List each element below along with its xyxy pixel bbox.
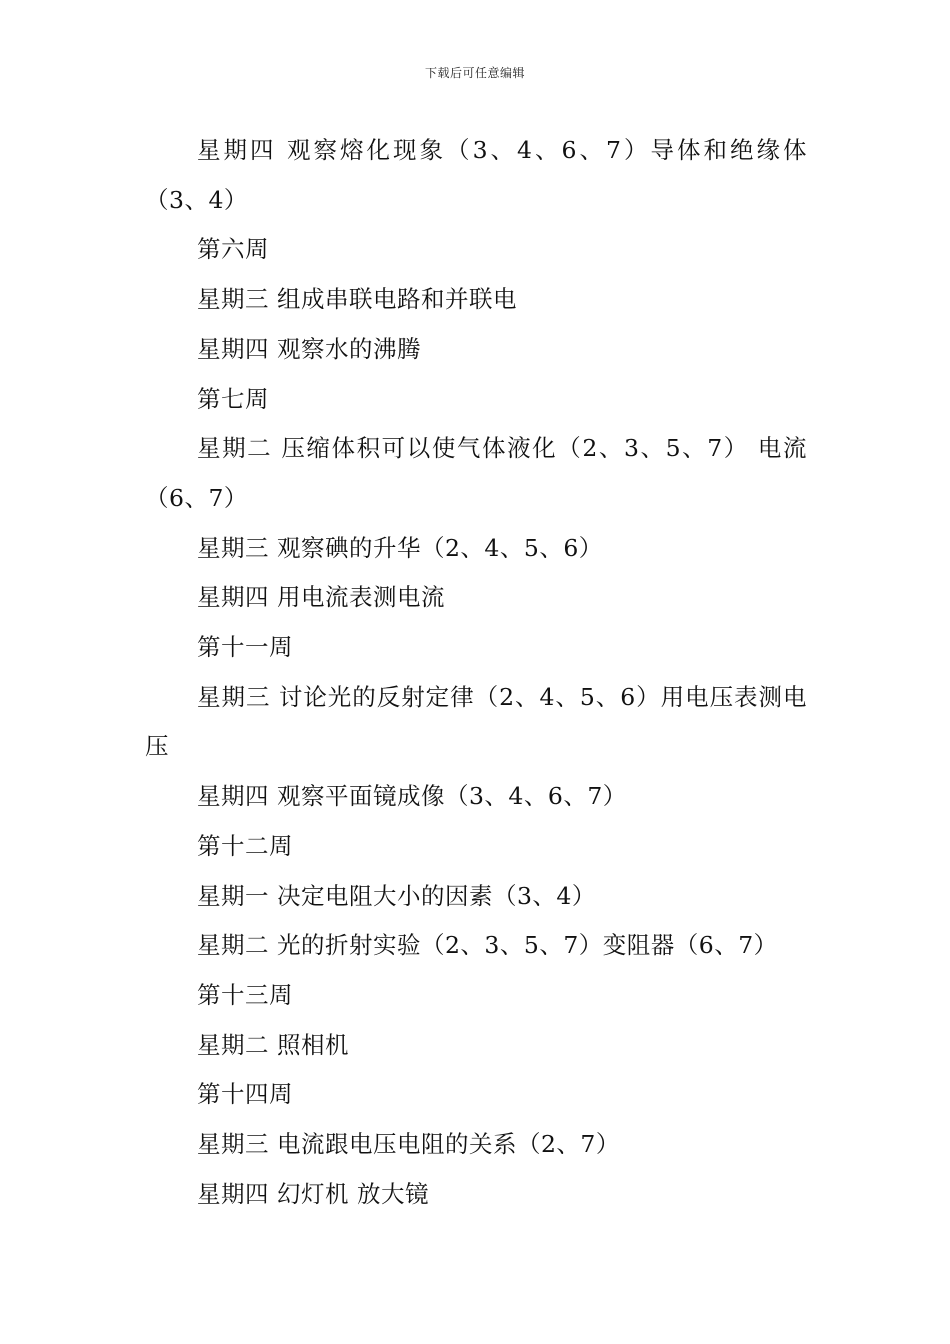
- paragraph-monday-resistance: 星期一 决定电阻大小的因素（3、4）: [197, 881, 596, 910]
- week-heading-6: 第六周: [197, 235, 269, 264]
- paragraph-wednesday-ohm: 星期三 电流跟电压电阻的关系（2、7）: [197, 1130, 620, 1159]
- document-body: [145, 126, 807, 1219]
- paragraph-thursday-boiling: 星期四 观察水的沸腾: [197, 334, 421, 363]
- paragraph-thursday-mirror: 星期四 观察平面镜成像（3、4、6、7）: [197, 782, 627, 811]
- paragraph-tuesday-refraction: 星期二 光的折射实验（2、3、5、7）变阻器（6、7）: [197, 931, 778, 960]
- week-heading-12: 第十二周: [197, 831, 293, 860]
- week-heading-11: 第十一周: [197, 633, 293, 662]
- paragraph-tuesday-liquefaction: 星期二 压缩体积可以使气体液化（2、3、5、7） 电流（6、7）: [145, 434, 807, 512]
- paragraph-wednesday-reflection: 星期三 讨论光的反射定律（2、4、5、6）用电压表测电压: [145, 682, 807, 761]
- week-heading-7: 第七周: [197, 384, 269, 413]
- paragraph-tuesday-camera: 星期二 照相机: [197, 1030, 349, 1059]
- page-header: 下载后可任意编辑: [424, 66, 525, 80]
- week-heading-13: 第十三周: [197, 980, 293, 1009]
- week-heading-14: 第十四周: [197, 1080, 293, 1109]
- paragraph-thursday-projector: 星期四 幻灯机 放大镜: [197, 1179, 429, 1208]
- paragraph-thursday-melting: 星期四 观察熔化现象（3、4、6、7）导体和绝缘体（3、4）: [145, 136, 807, 214]
- paragraph-wednesday-iodine: 星期三 观察碘的升华（2、4、5、6）: [197, 533, 603, 562]
- paragraph-wednesday-circuit: 星期三 组成串联电路和并联电: [197, 285, 517, 314]
- paragraph-thursday-ammeter: 星期四 用电流表测电流: [197, 583, 445, 612]
